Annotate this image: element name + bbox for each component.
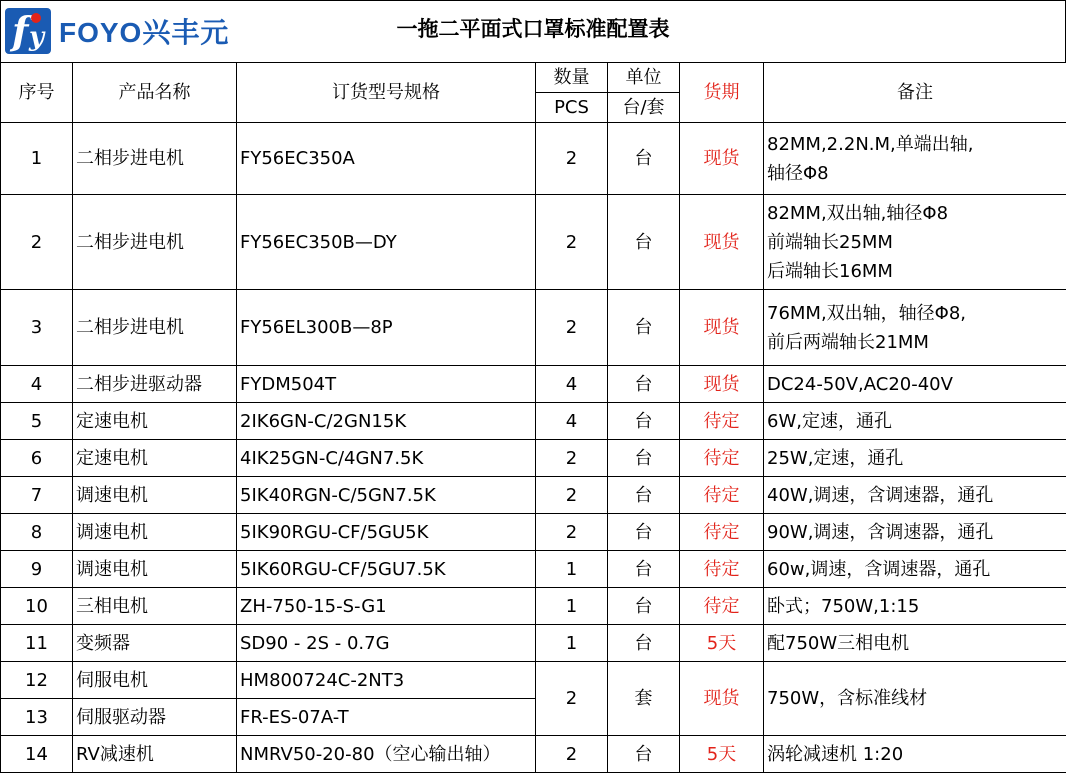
row-remark bbox=[764, 662, 1066, 736]
row-remark bbox=[764, 366, 1066, 403]
remark-line: 前后两端轴长21MM bbox=[767, 331, 929, 353]
row-model: FR-ES-07A-T bbox=[237, 699, 536, 736]
row-delivery: 待定 bbox=[680, 588, 764, 625]
foyo-logo-icon: f y bbox=[5, 8, 51, 54]
row-delivery: 现货 bbox=[680, 123, 764, 195]
row-unit: 台 bbox=[608, 366, 680, 403]
row-model: FY56EC350A bbox=[237, 123, 536, 195]
row-qty: 4 bbox=[536, 366, 608, 403]
row-name: 三相电机 bbox=[73, 588, 237, 625]
remark-line: 涡轮减速机 1:20 bbox=[767, 743, 904, 765]
row-unit: 台 bbox=[608, 477, 680, 514]
row-delivery: 待定 bbox=[680, 514, 764, 551]
header-delivery: 货期 bbox=[680, 63, 764, 123]
remark-line: 82MM,双出轴,轴径Φ8 bbox=[767, 202, 949, 224]
row-unit: 套 bbox=[608, 662, 680, 736]
table-row bbox=[1, 290, 1066, 366]
row-name: 变频器 bbox=[73, 625, 237, 662]
table-row bbox=[1, 195, 1066, 290]
row-model: 5IK90RGU-CF/5GU5K bbox=[237, 514, 536, 551]
row-unit: 台 bbox=[608, 551, 680, 588]
row-remark bbox=[764, 440, 1066, 477]
table-row bbox=[1, 588, 1066, 625]
remark-line: 90W,调速，含调速器，通孔 bbox=[767, 521, 994, 543]
header-qty-unit: PCS bbox=[536, 93, 608, 123]
remark-line: 76MM,双出轴，轴径Φ8, bbox=[767, 302, 967, 324]
remark-line: 750W，含标准线材 bbox=[767, 688, 928, 709]
page-title: 一拖二平面式口罩标准配置表 bbox=[396, 17, 670, 41]
header-no: 序号 bbox=[1, 63, 73, 123]
row-unit: 台 bbox=[608, 440, 680, 477]
row-no: 9 bbox=[1, 551, 73, 588]
table-row bbox=[1, 551, 1066, 588]
row-unit: 台 bbox=[608, 736, 680, 773]
row-no: 1 bbox=[1, 123, 73, 195]
row-qty: 2 bbox=[536, 195, 608, 290]
row-delivery: 5天 bbox=[680, 625, 764, 662]
row-unit: 台 bbox=[608, 195, 680, 290]
table-row bbox=[1, 366, 1066, 403]
remark-line: 后端轴长16MM bbox=[767, 260, 893, 282]
row-no: 10 bbox=[1, 588, 73, 625]
row-remark bbox=[764, 514, 1066, 551]
row-qty: 2 bbox=[536, 440, 608, 477]
row-unit: 台 bbox=[608, 625, 680, 662]
remark-line: 40W,调速，含调速器，通孔 bbox=[767, 484, 994, 506]
table-row bbox=[1, 123, 1066, 195]
row-delivery: 待定 bbox=[680, 440, 764, 477]
row-delivery: 现货 bbox=[680, 366, 764, 403]
remark-line: 60w,调速，含调速器，通孔 bbox=[767, 558, 991, 580]
row-qty: 1 bbox=[536, 588, 608, 625]
header-model: 订货型号规格 bbox=[237, 63, 536, 123]
row-name: 伺服驱动器 bbox=[73, 699, 237, 736]
remark-line: 配750W三相电机 bbox=[767, 632, 910, 654]
row-name: 二相步进驱动器 bbox=[73, 366, 237, 403]
row-delivery: 5天 bbox=[680, 736, 764, 773]
row-no: 7 bbox=[1, 477, 73, 514]
row-model: FYDM504T bbox=[237, 366, 536, 403]
row-model: 4IK25GN-C/4GN7.5K bbox=[237, 440, 536, 477]
row-model: HM800724C-2NT3 bbox=[237, 662, 536, 699]
remark-line: 25W,定速，通孔 bbox=[767, 447, 904, 469]
row-name: RV减速机 bbox=[73, 736, 237, 773]
row-name: 定速电机 bbox=[73, 403, 237, 440]
header-name: 产品名称 bbox=[73, 63, 237, 123]
header-qty: 数量 bbox=[536, 63, 608, 93]
row-remark bbox=[764, 123, 1066, 195]
row-model: 5IK60RGU-CF/5GU7.5K bbox=[237, 551, 536, 588]
row-model: NMRV50-20-80（空心输出轴） bbox=[237, 736, 536, 773]
row-unit: 台 bbox=[608, 123, 680, 195]
row-model: 2IK6GN-C/2GN15K bbox=[237, 403, 536, 440]
row-no: 5 bbox=[1, 403, 73, 440]
row-qty: 2 bbox=[536, 477, 608, 514]
row-unit: 台 bbox=[608, 403, 680, 440]
row-model: FY56EL300B—8P bbox=[237, 290, 536, 366]
row-name: 二相步进电机 bbox=[73, 195, 237, 290]
row-qty: 1 bbox=[536, 625, 608, 662]
row-delivery: 待定 bbox=[680, 477, 764, 514]
row-remark bbox=[764, 403, 1066, 440]
config-table bbox=[0, 62, 1066, 773]
row-qty: 2 bbox=[536, 123, 608, 195]
table-row bbox=[1, 514, 1066, 551]
table-row bbox=[1, 403, 1066, 440]
row-unit: 台 bbox=[608, 588, 680, 625]
row-name: 二相步进电机 bbox=[73, 290, 237, 366]
table-row bbox=[1, 736, 1066, 773]
row-model: SD90 - 2S - 0.7G bbox=[237, 625, 536, 662]
row-delivery: 待定 bbox=[680, 551, 764, 588]
table-row bbox=[1, 440, 1066, 477]
row-no: 11 bbox=[1, 625, 73, 662]
row-qty: 2 bbox=[536, 662, 608, 736]
row-delivery: 现货 bbox=[680, 662, 764, 736]
row-name: 定速电机 bbox=[73, 440, 237, 477]
remark-line: 卧式；750W,1:15 bbox=[767, 595, 920, 617]
row-remark bbox=[764, 290, 1066, 366]
row-remark bbox=[764, 588, 1066, 625]
table-row bbox=[1, 625, 1066, 662]
row-qty: 4 bbox=[536, 403, 608, 440]
brand-name: FOYO兴丰元 bbox=[59, 17, 230, 48]
row-name: 调速电机 bbox=[73, 477, 237, 514]
header-unit-sub: 台/套 bbox=[608, 93, 680, 123]
row-remark bbox=[764, 477, 1066, 514]
row-no: 12 bbox=[1, 662, 73, 699]
row-unit: 台 bbox=[608, 514, 680, 551]
row-model: ZH-750-15-S-G1 bbox=[237, 588, 536, 625]
row-qty: 2 bbox=[536, 514, 608, 551]
row-qty: 2 bbox=[536, 736, 608, 773]
row-remark bbox=[764, 551, 1066, 588]
row-name: 二相步进电机 bbox=[73, 123, 237, 195]
row-delivery: 待定 bbox=[680, 403, 764, 440]
row-name: 调速电机 bbox=[73, 551, 237, 588]
remark-line: DC24-50V,AC20-40V bbox=[767, 373, 953, 395]
row-name: 伺服电机 bbox=[73, 662, 237, 699]
row-model: FY56EC350B—DY bbox=[237, 195, 536, 290]
row-delivery: 现货 bbox=[680, 290, 764, 366]
header-unit: 单位 bbox=[608, 63, 680, 93]
row-remark bbox=[764, 195, 1066, 290]
remark-line: 轴径Φ8 bbox=[767, 162, 829, 184]
row-no: 4 bbox=[1, 366, 73, 403]
row-unit: 台 bbox=[608, 290, 680, 366]
remark-line: 82MM,2.2N.M,单端出轴, bbox=[767, 133, 974, 155]
table-row bbox=[1, 662, 1066, 699]
row-no: 2 bbox=[1, 195, 73, 290]
row-remark bbox=[764, 625, 1066, 662]
remark-line: 前端轴长25MM bbox=[767, 231, 893, 253]
row-qty: 2 bbox=[536, 290, 608, 366]
row-delivery: 现货 bbox=[680, 195, 764, 290]
row-no: 14 bbox=[1, 736, 73, 773]
row-no: 13 bbox=[1, 699, 73, 736]
row-name: 调速电机 bbox=[73, 514, 237, 551]
table-row bbox=[1, 477, 1066, 514]
row-remark bbox=[764, 736, 1066, 773]
row-no: 8 bbox=[1, 514, 73, 551]
row-no: 3 bbox=[1, 290, 73, 366]
row-model: 5IK40RGN-C/5GN7.5K bbox=[237, 477, 536, 514]
header-remark: 备注 bbox=[764, 63, 1066, 123]
row-qty: 1 bbox=[536, 551, 608, 588]
row-no: 6 bbox=[1, 440, 73, 477]
remark-line: 6W,定速，通孔 bbox=[767, 410, 892, 432]
sheet-header bbox=[0, 0, 1066, 62]
